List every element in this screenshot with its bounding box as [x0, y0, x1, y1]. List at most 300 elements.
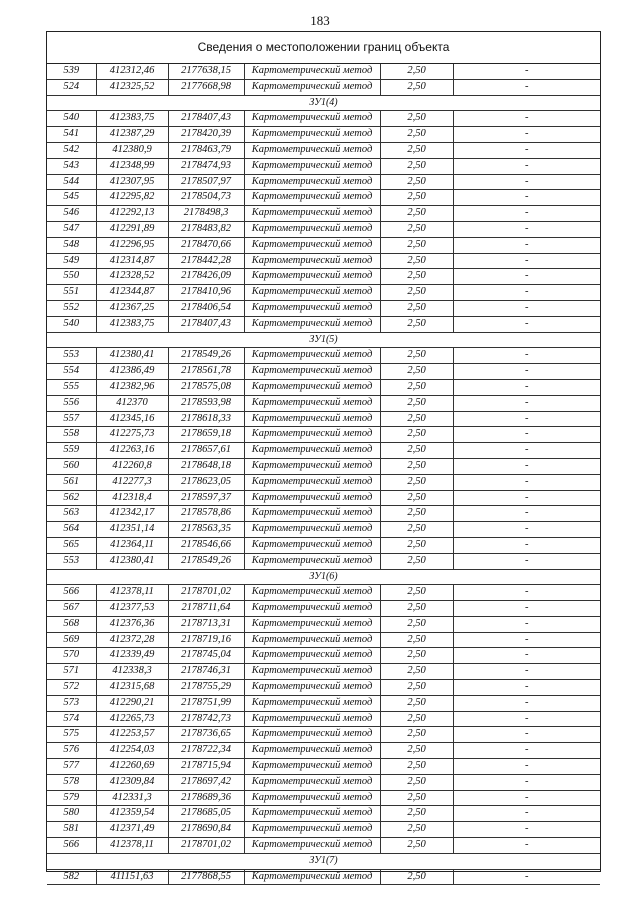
y-coordinate-cell: 2178742,73 — [168, 711, 244, 727]
point-number-cell: 540 — [47, 316, 96, 332]
accuracy-cell: 2,50 — [380, 348, 453, 364]
method-cell: Картометрический метод — [244, 395, 380, 411]
y-coordinate-cell: 2178546,66 — [168, 537, 244, 553]
accuracy-cell: 2,50 — [380, 395, 453, 411]
x-coordinate-cell: 412380,9 — [96, 142, 168, 158]
y-coordinate-cell: 2178563,35 — [168, 522, 244, 538]
description-cell: - — [453, 285, 600, 301]
accuracy-cell: 2,50 — [380, 158, 453, 174]
method-cell: Картометрический метод — [244, 822, 380, 838]
y-coordinate-cell: 2178483,82 — [168, 221, 244, 237]
y-coordinate-cell: 2178689,36 — [168, 790, 244, 806]
point-number-cell: 576 — [47, 743, 96, 759]
description-cell: - — [453, 601, 600, 617]
accuracy-cell: 2,50 — [380, 601, 453, 617]
method-cell: Картометрический метод — [244, 79, 380, 95]
method-cell: Картометрический метод — [244, 506, 380, 522]
method-cell: Картометрический метод — [244, 443, 380, 459]
method-cell: Картометрический метод — [244, 285, 380, 301]
table-row — [47, 838, 600, 854]
table-row — [47, 506, 600, 522]
accuracy-cell: 2,50 — [380, 206, 453, 222]
point-number-cell: 572 — [47, 680, 96, 696]
table-title: Сведения о местоположении границ объекта — [47, 32, 600, 64]
accuracy-cell: 2,50 — [380, 190, 453, 206]
accuracy-cell: 2,50 — [380, 443, 453, 459]
table-row — [47, 64, 600, 79]
description-cell: - — [453, 253, 600, 269]
x-coordinate-cell: 412254,03 — [96, 743, 168, 759]
description-cell: - — [453, 474, 600, 490]
y-coordinate-cell: 2178578,86 — [168, 506, 244, 522]
method-cell: Картометрический метод — [244, 727, 380, 743]
y-coordinate-cell: 2178470,66 — [168, 237, 244, 253]
y-coordinate-cell: 2178561,78 — [168, 364, 244, 380]
table-row — [47, 632, 600, 648]
table-row — [47, 711, 600, 727]
table-row — [47, 111, 600, 127]
point-number-cell: 558 — [47, 427, 96, 443]
x-coordinate-cell: 412386,49 — [96, 364, 168, 380]
description-cell: - — [453, 680, 600, 696]
method-cell: Картометрический метод — [244, 221, 380, 237]
y-coordinate-cell: 2178623,05 — [168, 474, 244, 490]
table-row — [47, 680, 600, 696]
method-cell: Картометрический метод — [244, 158, 380, 174]
method-cell: Картометрический метод — [244, 790, 380, 806]
accuracy-cell: 2,50 — [380, 364, 453, 380]
table-row — [47, 616, 600, 632]
y-coordinate-cell: 2178474,93 — [168, 158, 244, 174]
table-row — [47, 822, 600, 838]
y-coordinate-cell: 2178657,61 — [168, 443, 244, 459]
accuracy-cell: 2,50 — [380, 759, 453, 775]
point-number-cell: 551 — [47, 285, 96, 301]
accuracy-cell: 2,50 — [380, 253, 453, 269]
description-cell: - — [453, 127, 600, 143]
accuracy-cell: 2,50 — [380, 838, 453, 854]
x-coordinate-cell: 412314,87 — [96, 253, 168, 269]
description-cell: - — [453, 664, 600, 680]
x-coordinate-cell: 412342,17 — [96, 506, 168, 522]
description-cell: - — [453, 64, 600, 79]
point-number-cell: 542 — [47, 142, 96, 158]
y-coordinate-cell: 2178498,3 — [168, 206, 244, 222]
table-row — [47, 300, 600, 316]
x-coordinate-cell: 412307,95 — [96, 174, 168, 190]
accuracy-cell: 2,50 — [380, 300, 453, 316]
method-cell: Картометрический метод — [244, 316, 380, 332]
y-coordinate-cell: 2178722,34 — [168, 743, 244, 759]
table-row — [47, 537, 600, 553]
accuracy-cell: 2,50 — [380, 774, 453, 790]
point-number-cell: 550 — [47, 269, 96, 285]
method-cell: Картометрический метод — [244, 206, 380, 222]
method-cell: Картометрический метод — [244, 269, 380, 285]
point-number-cell: 565 — [47, 537, 96, 553]
table-row — [47, 206, 600, 222]
accuracy-cell: 2,50 — [380, 616, 453, 632]
accuracy-cell: 2,50 — [380, 474, 453, 490]
y-coordinate-cell: 2178690,84 — [168, 822, 244, 838]
description-cell: - — [453, 648, 600, 664]
x-coordinate-cell: 412380,41 — [96, 553, 168, 569]
method-cell: Картометрический метод — [244, 300, 380, 316]
accuracy-cell: 2,50 — [380, 822, 453, 838]
y-coordinate-cell: 2178442,28 — [168, 253, 244, 269]
x-coordinate-cell: 412260,8 — [96, 458, 168, 474]
description-cell: - — [453, 427, 600, 443]
point-number-cell: 573 — [47, 695, 96, 711]
method-cell: Картометрический метод — [244, 680, 380, 696]
y-coordinate-cell: 2178713,31 — [168, 616, 244, 632]
table-row — [47, 443, 600, 459]
x-coordinate-cell: 412371,49 — [96, 822, 168, 838]
x-coordinate-cell: 412367,25 — [96, 300, 168, 316]
x-coordinate-cell: 412376,36 — [96, 616, 168, 632]
point-number-cell: 540 — [47, 111, 96, 127]
method-cell: Картометрический метод — [244, 648, 380, 664]
table-row — [47, 237, 600, 253]
group-header-row — [47, 569, 600, 585]
description-cell: - — [453, 537, 600, 553]
table-row — [47, 427, 600, 443]
point-number-cell: 578 — [47, 774, 96, 790]
method-cell: Картометрический метод — [244, 774, 380, 790]
x-coordinate-cell: 412378,11 — [96, 838, 168, 854]
group-header-row — [47, 95, 600, 111]
method-cell: Картометрический метод — [244, 553, 380, 569]
method-cell: Картометрический метод — [244, 759, 380, 775]
table-row — [47, 458, 600, 474]
x-coordinate-cell: 412380,41 — [96, 348, 168, 364]
description-cell: - — [453, 506, 600, 522]
method-cell: Картометрический метод — [244, 806, 380, 822]
x-coordinate-cell: 412377,53 — [96, 601, 168, 617]
x-coordinate-cell: 412315,68 — [96, 680, 168, 696]
table-row — [47, 585, 600, 601]
page-number: 183 — [310, 13, 330, 28]
method-cell: Картометрический метод — [244, 869, 380, 885]
description-cell: - — [453, 743, 600, 759]
description-cell: - — [453, 695, 600, 711]
accuracy-cell: 2,50 — [380, 727, 453, 743]
point-number-cell: 582 — [47, 869, 96, 885]
x-coordinate-cell: 412372,28 — [96, 632, 168, 648]
accuracy-cell: 2,50 — [380, 285, 453, 301]
accuracy-cell: 2,50 — [380, 537, 453, 553]
table-row — [47, 759, 600, 775]
accuracy-cell: 2,50 — [380, 585, 453, 601]
accuracy-cell: 2,50 — [380, 506, 453, 522]
point-number-cell: 543 — [47, 158, 96, 174]
x-coordinate-cell: 412277,3 — [96, 474, 168, 490]
method-cell: Картометрический метод — [244, 427, 380, 443]
x-coordinate-cell: 412345,16 — [96, 411, 168, 427]
description-cell: - — [453, 616, 600, 632]
point-number-cell: 547 — [47, 221, 96, 237]
method-cell: Картометрический метод — [244, 379, 380, 395]
description-cell: - — [453, 458, 600, 474]
description-cell: - — [453, 237, 600, 253]
description-cell: - — [453, 111, 600, 127]
y-coordinate-cell: 2178507,97 — [168, 174, 244, 190]
table-row — [47, 648, 600, 664]
table-row — [47, 806, 600, 822]
description-cell: - — [453, 395, 600, 411]
x-coordinate-cell: 412370 — [96, 395, 168, 411]
accuracy-cell: 2,50 — [380, 490, 453, 506]
x-coordinate-cell: 412263,16 — [96, 443, 168, 459]
point-number-cell: 577 — [47, 759, 96, 775]
table-row — [47, 490, 600, 506]
method-cell: Картометрический метод — [244, 616, 380, 632]
point-number-cell: 571 — [47, 664, 96, 680]
point-number-cell: 549 — [47, 253, 96, 269]
x-coordinate-cell: 412359,54 — [96, 806, 168, 822]
point-number-cell: 566 — [47, 838, 96, 854]
point-number-cell: 567 — [47, 601, 96, 617]
method-cell: Картометрический метод — [244, 522, 380, 538]
point-number-cell: 552 — [47, 300, 96, 316]
method-cell: Картометрический метод — [244, 348, 380, 364]
y-coordinate-cell: 2178719,16 — [168, 632, 244, 648]
accuracy-cell: 2,50 — [380, 522, 453, 538]
table-row — [47, 869, 600, 885]
x-coordinate-cell: 412295,82 — [96, 190, 168, 206]
accuracy-cell: 2,50 — [380, 743, 453, 759]
point-number-cell: 524 — [47, 79, 96, 95]
method-cell: Картометрический метод — [244, 64, 380, 79]
method-cell: Картометрический метод — [244, 190, 380, 206]
y-coordinate-cell: 2178420,39 — [168, 127, 244, 143]
point-number-cell: 570 — [47, 648, 96, 664]
x-coordinate-cell: 412265,73 — [96, 711, 168, 727]
point-number-cell: 544 — [47, 174, 96, 190]
method-cell: Картометрический метод — [244, 127, 380, 143]
point-number-cell: 580 — [47, 806, 96, 822]
table-row — [47, 253, 600, 269]
point-number-cell: 560 — [47, 458, 96, 474]
y-coordinate-cell: 2178746,31 — [168, 664, 244, 680]
point-number-cell: 553 — [47, 553, 96, 569]
coordinates-table — [47, 64, 600, 885]
accuracy-cell: 2,50 — [380, 64, 453, 79]
method-cell: Картометрический метод — [244, 364, 380, 380]
accuracy-cell: 2,50 — [380, 664, 453, 680]
group-label: ЗУ1(5) — [47, 332, 600, 348]
x-coordinate-cell: 412291,89 — [96, 221, 168, 237]
table-row — [47, 601, 600, 617]
method-cell: Картометрический метод — [244, 142, 380, 158]
table-row — [47, 790, 600, 806]
accuracy-cell: 2,50 — [380, 111, 453, 127]
table-row — [47, 364, 600, 380]
table-row — [47, 269, 600, 285]
y-coordinate-cell: 2178410,96 — [168, 285, 244, 301]
x-coordinate-cell: 412382,96 — [96, 379, 168, 395]
method-cell: Картометрический метод — [244, 237, 380, 253]
x-coordinate-cell: 412253,57 — [96, 727, 168, 743]
accuracy-cell: 2,50 — [380, 695, 453, 711]
y-coordinate-cell: 2178618,33 — [168, 411, 244, 427]
description-cell: - — [453, 632, 600, 648]
accuracy-cell: 2,50 — [380, 869, 453, 885]
x-coordinate-cell: 412378,11 — [96, 585, 168, 601]
point-number-cell: 579 — [47, 790, 96, 806]
description-cell: - — [453, 411, 600, 427]
description-cell: - — [453, 206, 600, 222]
y-coordinate-cell: 2178736,65 — [168, 727, 244, 743]
description-cell: - — [453, 158, 600, 174]
accuracy-cell: 2,50 — [380, 411, 453, 427]
group-header-row — [47, 853, 600, 869]
accuracy-cell: 2,50 — [380, 458, 453, 474]
description-cell: - — [453, 790, 600, 806]
accuracy-cell: 2,50 — [380, 269, 453, 285]
y-coordinate-cell: 2177868,55 — [168, 869, 244, 885]
x-coordinate-cell: 412292,13 — [96, 206, 168, 222]
point-number-cell: 569 — [47, 632, 96, 648]
table-row — [47, 142, 600, 158]
x-coordinate-cell: 411151,63 — [96, 869, 168, 885]
accuracy-cell: 2,50 — [380, 221, 453, 237]
y-coordinate-cell: 2178745,04 — [168, 648, 244, 664]
description-cell: - — [453, 379, 600, 395]
method-cell: Картометрический метод — [244, 537, 380, 553]
description-cell: - — [453, 585, 600, 601]
y-coordinate-cell: 2178407,43 — [168, 316, 244, 332]
table-row — [47, 174, 600, 190]
point-number-cell: 574 — [47, 711, 96, 727]
description-cell: - — [453, 759, 600, 775]
description-cell: - — [453, 300, 600, 316]
x-coordinate-cell: 412318,4 — [96, 490, 168, 506]
point-number-cell: 561 — [47, 474, 96, 490]
description-cell: - — [453, 348, 600, 364]
y-coordinate-cell: 2178549,26 — [168, 553, 244, 569]
accuracy-cell: 2,50 — [380, 127, 453, 143]
point-number-cell: 559 — [47, 443, 96, 459]
x-coordinate-cell: 412328,52 — [96, 269, 168, 285]
description-cell: - — [453, 806, 600, 822]
accuracy-cell: 2,50 — [380, 553, 453, 569]
y-coordinate-cell: 2178426,09 — [168, 269, 244, 285]
description-cell: - — [453, 869, 600, 885]
group-label: ЗУ1(4) — [47, 95, 600, 111]
method-cell: Картометрический метод — [244, 664, 380, 680]
description-cell: - — [453, 822, 600, 838]
accuracy-cell: 2,50 — [380, 142, 453, 158]
accuracy-cell: 2,50 — [380, 427, 453, 443]
y-coordinate-cell: 2178648,18 — [168, 458, 244, 474]
y-coordinate-cell: 2178593,98 — [168, 395, 244, 411]
description-cell: - — [453, 838, 600, 854]
y-coordinate-cell: 2178715,94 — [168, 759, 244, 775]
accuracy-cell: 2,50 — [380, 790, 453, 806]
accuracy-cell: 2,50 — [380, 711, 453, 727]
coordinates-table-frame — [46, 31, 601, 882]
group-label: ЗУ1(7) — [47, 853, 600, 869]
table-row — [47, 522, 600, 538]
description-cell: - — [453, 269, 600, 285]
method-cell: Картометрический метод — [244, 174, 380, 190]
method-cell: Картометрический метод — [244, 695, 380, 711]
method-cell: Картометрический метод — [244, 711, 380, 727]
x-coordinate-cell: 412387,29 — [96, 127, 168, 143]
accuracy-cell: 2,50 — [380, 79, 453, 95]
table-row — [47, 664, 600, 680]
description-cell: - — [453, 727, 600, 743]
method-cell: Картометрический метод — [244, 411, 380, 427]
y-coordinate-cell: 2178701,02 — [168, 838, 244, 854]
description-cell: - — [453, 522, 600, 538]
y-coordinate-cell: 2178697,42 — [168, 774, 244, 790]
point-number-cell: 575 — [47, 727, 96, 743]
point-number-cell: 553 — [47, 348, 96, 364]
point-number-cell: 546 — [47, 206, 96, 222]
table-row — [47, 379, 600, 395]
method-cell: Картометрический метод — [244, 474, 380, 490]
table-row — [47, 474, 600, 490]
table-row — [47, 190, 600, 206]
x-coordinate-cell: 412275,73 — [96, 427, 168, 443]
y-coordinate-cell: 2178407,43 — [168, 111, 244, 127]
y-coordinate-cell: 2178463,79 — [168, 142, 244, 158]
description-cell: - — [453, 774, 600, 790]
table-row — [47, 348, 600, 364]
table-row — [47, 158, 600, 174]
method-cell: Картометрический метод — [244, 490, 380, 506]
point-number-cell: 556 — [47, 395, 96, 411]
y-coordinate-cell: 2178575,08 — [168, 379, 244, 395]
x-coordinate-cell: 412351,14 — [96, 522, 168, 538]
table-row — [47, 727, 600, 743]
point-number-cell: 554 — [47, 364, 96, 380]
y-coordinate-cell: 2178504,73 — [168, 190, 244, 206]
description-cell: - — [453, 190, 600, 206]
y-coordinate-cell: 2178597,37 — [168, 490, 244, 506]
accuracy-cell: 2,50 — [380, 379, 453, 395]
accuracy-cell: 2,50 — [380, 806, 453, 822]
y-coordinate-cell: 2177638,15 — [168, 64, 244, 79]
table-row — [47, 285, 600, 301]
y-coordinate-cell: 2178685,05 — [168, 806, 244, 822]
x-coordinate-cell: 412344,87 — [96, 285, 168, 301]
y-coordinate-cell: 2178549,26 — [168, 348, 244, 364]
point-number-cell: 557 — [47, 411, 96, 427]
description-cell: - — [453, 711, 600, 727]
method-cell: Картометрический метод — [244, 253, 380, 269]
point-number-cell: 555 — [47, 379, 96, 395]
x-coordinate-cell: 412364,11 — [96, 537, 168, 553]
y-coordinate-cell: 2177668,98 — [168, 79, 244, 95]
y-coordinate-cell: 2178751,99 — [168, 695, 244, 711]
description-cell: - — [453, 553, 600, 569]
description-cell: - — [453, 490, 600, 506]
point-number-cell: 564 — [47, 522, 96, 538]
method-cell: Картометрический метод — [244, 838, 380, 854]
y-coordinate-cell: 2178755,29 — [168, 680, 244, 696]
accuracy-cell: 2,50 — [380, 632, 453, 648]
point-number-cell: 545 — [47, 190, 96, 206]
x-coordinate-cell: 412296,95 — [96, 237, 168, 253]
table-row — [47, 127, 600, 143]
point-number-cell: 562 — [47, 490, 96, 506]
description-cell: - — [453, 174, 600, 190]
method-cell: Картометрический метод — [244, 111, 380, 127]
accuracy-cell: 2,50 — [380, 648, 453, 664]
